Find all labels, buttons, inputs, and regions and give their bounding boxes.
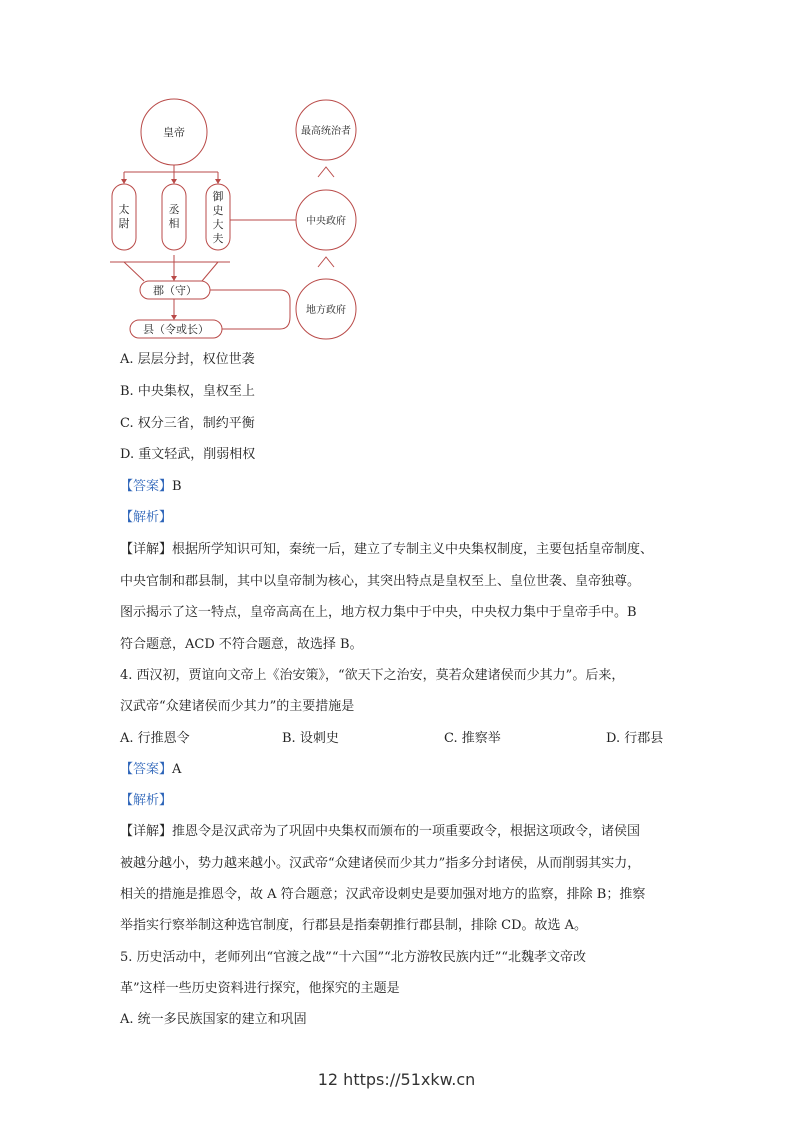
q3-option-b: B. 中央集权，皇权至上 — [120, 384, 255, 399]
emperor-label: 皇帝 — [163, 126, 185, 139]
detail-tag: 【详解】 — [120, 824, 173, 839]
chengxiang-char-1: 丞 — [168, 203, 180, 216]
chengxiang-char-2: 相 — [168, 217, 180, 230]
q4-option-a: A. 行推恩令 — [120, 731, 190, 746]
page-footer: 12 https://51xkw.cn — [317, 1070, 476, 1089]
central-government-diagram — [110, 95, 390, 345]
detail-tag: 【详解】 — [120, 542, 173, 557]
q3-detail-line-3: 图示揭示了这一特点，皇帝高高在上，地方权力集中于中央，中央权力集中于皇帝手中。B — [120, 605, 637, 620]
q3-option-a: A. 层层分封，权位世袭 — [120, 352, 255, 367]
central-gov-label: 中央政府 — [306, 216, 346, 227]
q3-detail-line-4: 符合题意，ACD 不符合题意，故选择 B。 — [120, 637, 363, 652]
q4-option-d: D. 行郡县 — [606, 731, 664, 746]
q4-answer-line — [120, 760, 181, 780]
q4-options-row — [120, 729, 680, 749]
q3-option-d: D. 重文轻武，削弱相权 — [120, 447, 256, 462]
q4-option-b: B. 设刺史 — [282, 731, 339, 746]
answer-tag: 【答案】 — [120, 762, 173, 777]
supreme-ruler-label: 最高统治者 — [301, 126, 351, 137]
commandery-label: 郡（守） — [153, 284, 197, 297]
yushi-char-4: 夫 — [212, 232, 224, 245]
q3-detail-line-2: 中央官制和郡县制，其中以皇帝制为核心，其突出特点是皇权至上、皇位世袭、皇帝独尊。 — [120, 574, 641, 589]
q4-stem-line-2: 汉武帝“众建诸侯而少其力”的主要措施是 — [120, 699, 355, 714]
q4-detail-line-2: 被越分越小，势力越来越小。汉武帝“众建诸侯而少其力”指多分封诸侯，从而削弱其实力， — [120, 856, 641, 871]
q3-answer-line — [120, 477, 182, 497]
answer-tag: 【答案】 — [120, 479, 173, 494]
q5-stem-line-2: 革”这样一些历史资料进行探究，他探究的主题是 — [120, 981, 400, 996]
q4-detail-line-4: 举指实行察举制这种选官制度，行郡县是指秦朝推行郡县制，排除 CD。故选 A。 — [120, 918, 588, 933]
q4-stem-line-1: 4. 西汉初，贾谊向文帝上《治安策》，“欲天下之治安，莫若众建诸侯而少其力”。后来， — [120, 668, 625, 683]
detail-text: 推恩令是汉武帝为了巩固中央集权而颁布的一项重要政令，根据这项政令，诸侯国 — [172, 824, 641, 839]
q5-option-a: A. 统一多民族国家的建立和巩固 — [120, 1012, 307, 1027]
yushi-char-2: 史 — [212, 204, 224, 217]
local-gov-label: 地方政府 — [306, 305, 346, 316]
q3-option-c: C. 权分三省，制约平衡 — [120, 416, 255, 431]
yushi-char-3: 大 — [212, 218, 224, 231]
q4-option-c: C. 推察举 — [444, 731, 501, 746]
taiwei-char-2: 尉 — [118, 217, 130, 230]
q3-answer: B — [172, 479, 182, 494]
q4-answer: A — [172, 762, 182, 777]
q5-stem-line-1: 5. 历史活动中，老师列出“官渡之战”“十六国”“北方游牧民族内迁”“北魏孝文帝改 — [120, 950, 587, 965]
taiwei-char-1: 太 — [118, 203, 130, 216]
q4-detail-line-3: 相关的措施是推恩令，故 A 符合题意；汉武帝设刺史是要加强对地方的监察，排除 B；推察 — [120, 887, 646, 902]
q4-detail-line-1 — [120, 822, 640, 842]
q3-analysis-tag: 【解析】 — [120, 510, 173, 525]
yushi-char-1: 御 — [212, 190, 224, 203]
q4-analysis-tag: 【解析】 — [120, 793, 173, 808]
q3-detail-line-1 — [120, 540, 653, 560]
county-label: 县（令或长） — [143, 323, 209, 336]
detail-text: 根据所学知识可知，秦统一后，建立了专制主义中央集权制度，主要包括皇帝制度、 — [172, 542, 654, 557]
